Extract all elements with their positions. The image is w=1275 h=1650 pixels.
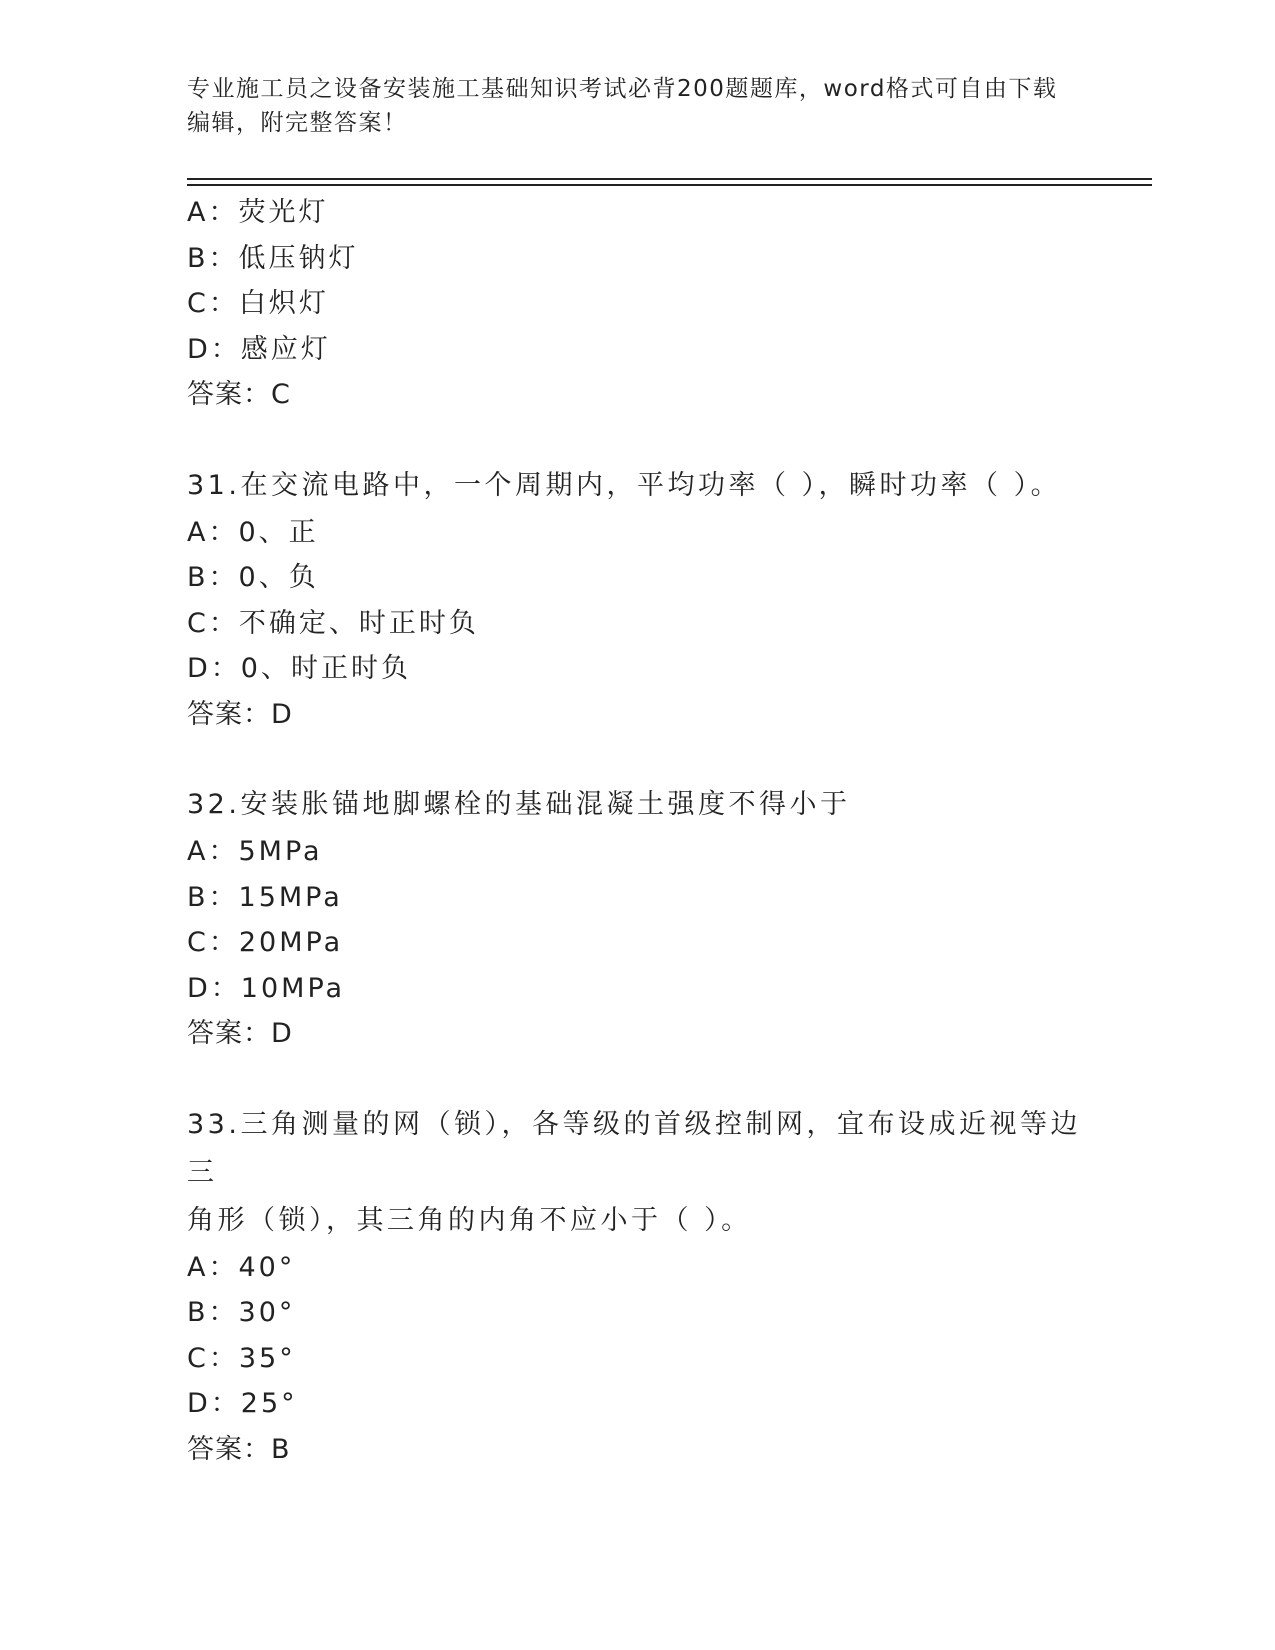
spacer: [187, 1057, 1087, 1101]
answer: 答案：C: [187, 379, 291, 410]
question-30: [187, 190, 1087, 418]
option-c: C：20MPa: [187, 927, 344, 958]
option-d: D：25°: [187, 1388, 298, 1419]
spacer: [187, 418, 1087, 462]
header-line-2: 编辑，附完整答案！: [187, 110, 408, 136]
option-d: D：0、时正时负: [187, 653, 411, 684]
question-stem: 31.在交流电路中，一个周期内，平均功率（ ），瞬时功率（ ）。: [187, 469, 1062, 501]
question-32: [187, 781, 1087, 1057]
answer: 答案：B: [187, 1433, 291, 1465]
header-divider-bottom: [187, 184, 1152, 186]
option-a: A：5MPa: [187, 836, 323, 867]
option-d: D：感应灯: [187, 333, 331, 365]
question-list: [187, 190, 1087, 1472]
option-b: B：30°: [187, 1297, 296, 1328]
header-divider-top: [187, 178, 1152, 180]
option-b: B：低压钠灯: [187, 242, 359, 274]
option-a: A：40°: [187, 1251, 296, 1283]
spacer: [187, 737, 1087, 781]
option-c: C：白炽灯: [187, 288, 329, 319]
option-c: C：不确定、时正时负: [187, 607, 479, 639]
option-c: C：35°: [187, 1342, 296, 1374]
document-header: [187, 72, 1067, 140]
option-d: D：10MPa: [187, 972, 346, 1004]
option-a: A：0、正: [187, 516, 319, 548]
question-stem: 32.安装胀锚地脚螺栓的基础混凝土强度不得小于: [187, 789, 851, 820]
question-stem-line-1: 33.三角测量的网（锁），各等级的首级控制网，宜布设成近视等边三: [187, 1108, 1081, 1188]
answer: 答案：D: [187, 1018, 293, 1049]
option-b: B：0、负: [187, 562, 319, 593]
option-b: B：15MPa: [187, 881, 343, 913]
question-31: [187, 462, 1087, 738]
question-33: [187, 1101, 1087, 1473]
question-stem-line-2: 角形（锁），其三角的内角不应小于（ ）。: [187, 1204, 752, 1236]
answer: 答案：D: [187, 698, 293, 730]
header-line-1: 专业施工员之设备安装施工基础知识考试必背200题题库，word格式可自由下载: [187, 76, 1058, 102]
option-a: A：荧光灯: [187, 197, 329, 228]
